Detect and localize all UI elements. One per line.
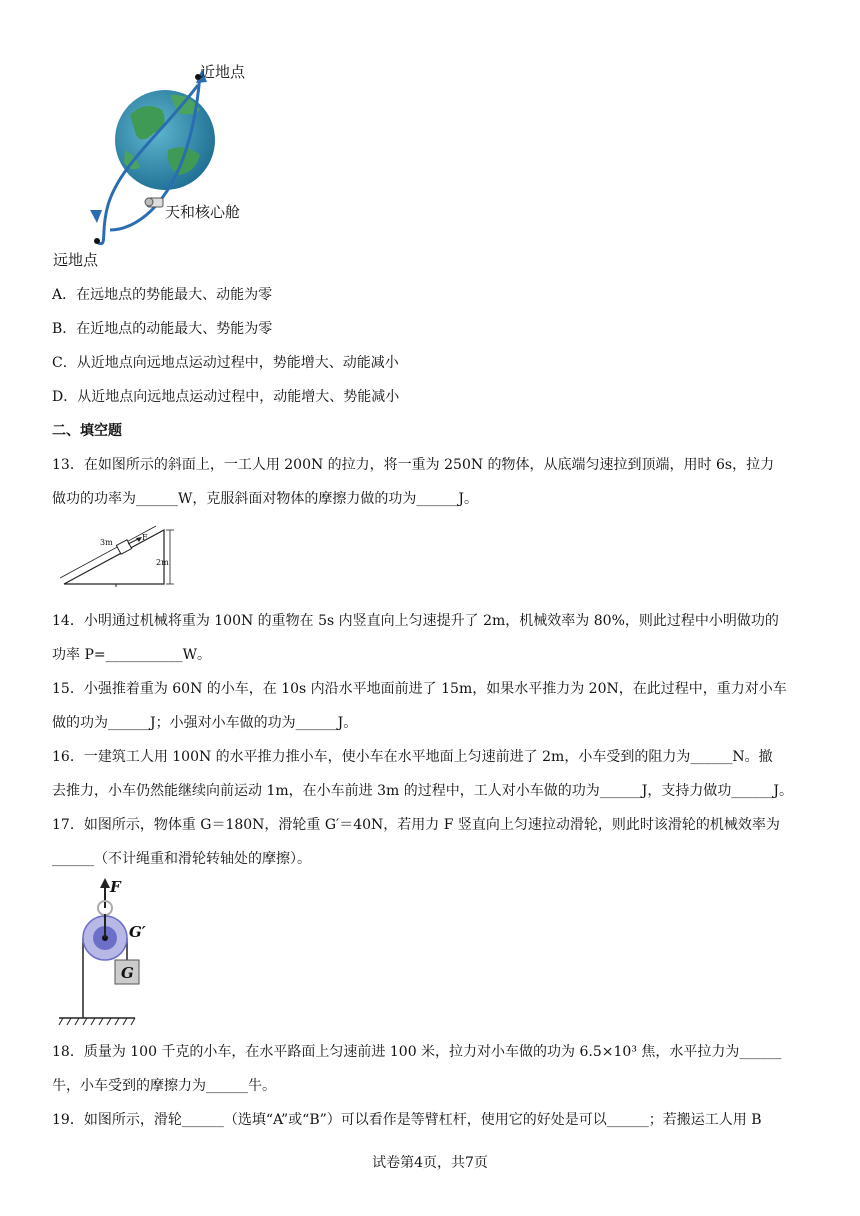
q18-line2: 牛，小车受到的摩擦力为______牛。 (52, 1078, 276, 1094)
earth-orbit-diagram (50, 55, 280, 275)
page-footer: 试卷第4页，共7页 (372, 1155, 488, 1171)
q17-line1: 17．如图所示，物体重 G＝180N，滑轮重 G′＝40N，若用力 F 竖直向上匀速拉动滑轮，则此时该滑轮的机械效率为 (52, 817, 780, 833)
q13-line1: 13．在如图所示的斜面上，一工人用 200N 的拉力，将一重为 250N 的物体，从底端匀速拉到顶端，用时 6s，拉力 (52, 457, 775, 473)
slope-figure (56, 518, 186, 590)
orbit-figure (50, 55, 280, 275)
perigee-label: 近地点 (200, 63, 246, 81)
q15-line1: 15．小强推着重为 60N 的小车，在 10s 内沿水平地面前进了 15m，如果水平推力为 20N，在此过程中，重力对小车 (52, 681, 787, 697)
apogee-label: 远地点 (53, 251, 99, 269)
section-title: 二、填空题 (52, 423, 122, 439)
q15-line2: 做的功为______J；小强对小车做的功为______J。 (52, 715, 358, 731)
pulley-weight-label: G′ (129, 923, 146, 941)
q17-line2: ______（不计绳重和滑轮转轴处的摩擦）。 (52, 851, 311, 867)
option-c: C．从近地点向远地点运动过程中，势能增大、动能减小 (52, 355, 399, 371)
option-d: D．从近地点向远地点运动过程中，动能增大、势能减小 (52, 389, 400, 405)
q14-line1: 14．小明通过机械将重为 100N 的重物在 5s 内竖直向上匀速提升了 2m，机械效率为 80%，则此过程中小明做功的 (52, 613, 779, 629)
slope-force-label: F (142, 533, 148, 542)
pulley-figure (55, 878, 155, 1028)
q19-line1: 19．如图所示，滑轮______（选填“A”或“B”）可以看作是等臂杠杆，使用它的好处是可以______；若搬运工人用 B (52, 1112, 762, 1128)
option-a: A．在远地点的势能最大、动能为零 (52, 287, 273, 303)
station-label: 天和核心舱 (165, 203, 241, 221)
earth-icon (115, 90, 215, 190)
q16-line1: 16．一建筑工人用 100N 的水平推力推小车，使小车在水平地面上匀速前进了 2m，小车受到的阻力为______N。撤 (52, 749, 773, 765)
q16-line2: 去推力，小车仍然能继续向前运动 1m，在小车前进 3m 的过程中，工人对小车做的功为______J，支持力做功______J。 (52, 783, 793, 799)
object-weight-label: G (121, 964, 134, 982)
slope-length-label: 3m (100, 538, 113, 547)
option-b: B．在近地点的动能最大、势能为零 (52, 321, 273, 337)
q18-line1: 18．质量为 100 千克的小车，在水平路面上匀速前进 100 米，拉力对小车做的功为 6.5×10³ 焦，水平拉力为______ (52, 1044, 782, 1060)
q13-line2: 做功的功率为______W，克服斜面对物体的摩擦力做的功为______J。 (52, 491, 479, 507)
pulley-force-label: F (110, 878, 121, 896)
q14-line2: 功率 P=___________W。 (52, 647, 211, 663)
slope-height-label: 2m (156, 558, 169, 567)
